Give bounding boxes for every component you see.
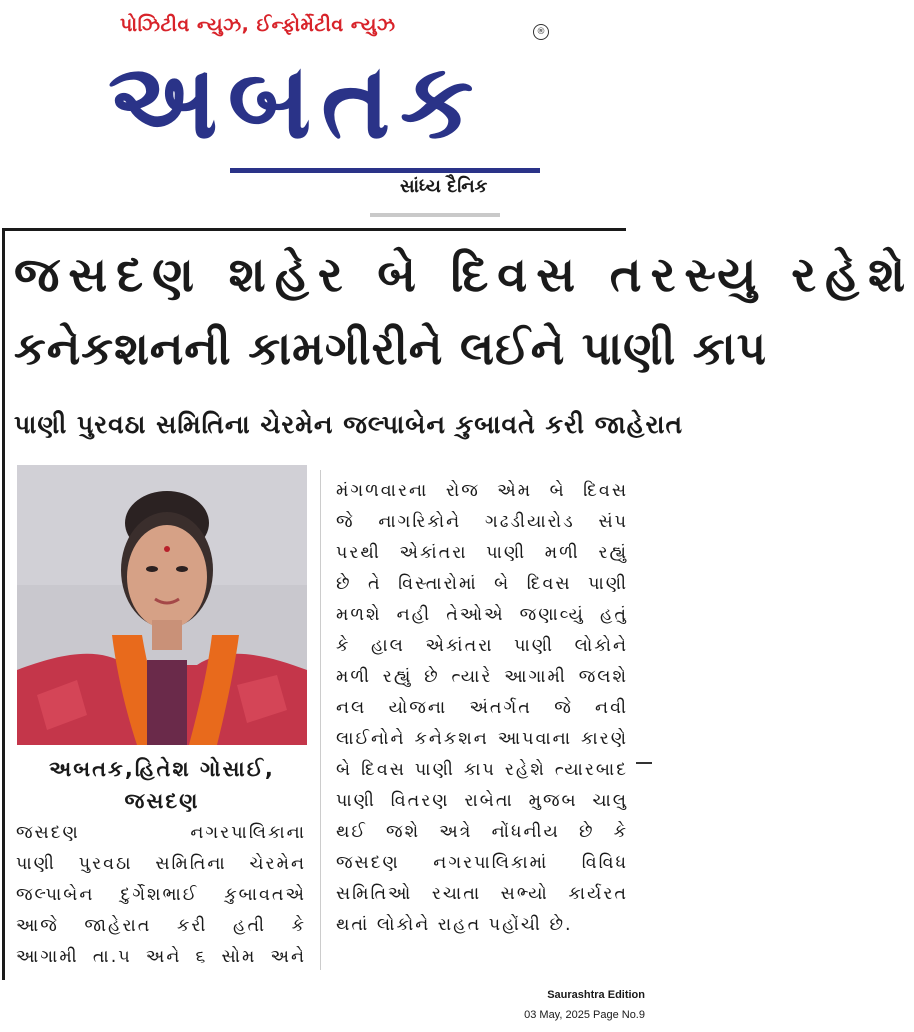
footer-edition: Saurashtra Edition (547, 989, 645, 1001)
body-line: જલ્પાબેન દુર્ગેશભાઈ કુબાવતએ (16, 885, 306, 905)
body-line: કે હાલ એકાંતરા પાણી લોકોને (336, 636, 628, 656)
body-line: નલ યોજના અંતર્ગત જે નવી (336, 698, 628, 718)
body-line: આજે જાહેરાત કરી હતી કે (16, 916, 306, 936)
body-line: આગામી તા.૫ અને ૬ સોમ અને (16, 947, 306, 967)
headline-line-2: કનેકશનની કામગીરીને લઈને પાણી કાપ (14, 322, 767, 375)
masthead (0, 0, 655, 215)
registered-trademark-icon: ® (533, 24, 549, 40)
byline: અબતક,હિતેશ ગોસાઈ, (49, 757, 275, 781)
body-line: પાણી પુરવઠા સમિતિના ચેરમેન (16, 854, 306, 874)
footer-date-page: 03 May, 2025 Page No.9 (524, 1009, 645, 1021)
cut-fragment (370, 213, 500, 217)
portrait-illustration (17, 465, 307, 745)
portrait-photo (17, 465, 307, 745)
body-line: છે તે વિસ્તારોમાં બે દિવસ પાણી (336, 574, 628, 594)
body-line: મળી રહ્યું છે ત્યારે આગામી જલશે (336, 667, 628, 687)
headline-line-1: જસદણ શહેર બે દિવસ તરસ્યુ રહેશે (14, 247, 914, 303)
edition-type: સાંધ્ય દૈનિક (400, 176, 488, 197)
tagline: પોઝિટીવ ન્યુઝ, ઈન્ફોર્મેટીવ ન્યુઝ (120, 14, 396, 36)
column-divider (320, 470, 321, 970)
body-line: મંગળવારના રોજ એમ બે દિવસ (336, 481, 628, 501)
article-frame-top (2, 228, 626, 231)
logo-underline (230, 168, 540, 173)
article-frame-left (2, 228, 5, 980)
body-line: જે નાગરિકોને ગઢડીયારોડ સંપ (336, 512, 628, 532)
dateline: જસદણ (124, 789, 200, 813)
body-line: જસદણ નગરપાલિકાના (16, 823, 306, 843)
margin-marker (636, 762, 652, 764)
body-line: લાઈનોને કનેકશન આપવાના કારણે (336, 729, 628, 749)
body-line: પાણી વિતરણ રાબેતા મુજબ ચાલુ (336, 791, 628, 811)
body-line: થતાં લોકોને રાહત પહોંચી છે. (336, 915, 573, 935)
body-line: થઈ જશે અત્રે નોંધનીય છે કે (336, 822, 628, 842)
article-body-left (16, 818, 306, 973)
article-body-right (336, 476, 628, 941)
newspaper-logo: અબતક (108, 40, 484, 162)
body-line: પરથી એકાંતરા પાણી મળી રહ્યું (336, 543, 628, 563)
body-line: બે દિવસ પાણી કાપ રહેશે ત્યારબાદ (336, 760, 628, 780)
body-line: સમિતિઓ રચાતા સભ્યો કાર્યરત (336, 884, 628, 904)
subheadline: પાણી પુરવઠા સમિતિના ચેરમેન જલ્પાબેન કુબાવતે કરી જાહેરાત (14, 410, 684, 439)
body-line: જસદણ નગરપાલિકામાં વિવિધ (336, 853, 628, 873)
body-line: મળશે નહી તેઓએ જણાવ્યું હતું (336, 605, 628, 625)
